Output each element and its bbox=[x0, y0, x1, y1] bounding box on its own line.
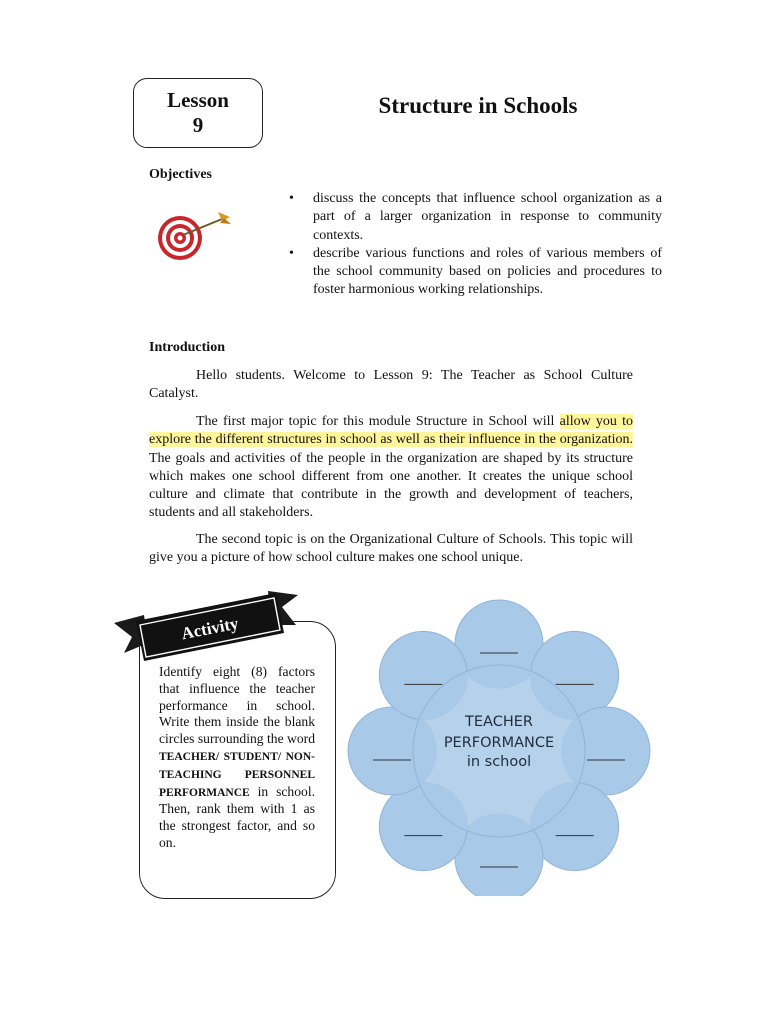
activity-banner-label: Activity bbox=[179, 613, 240, 644]
intro-paragraph-2: The first major topic for this module Structure in School will allow you to explore the different structures in school as well as their influence in the organization. The goals and activities of the people in the organization are shaped by its structure which makes one school different from one another. It creates the unique school culture and climate that contribute in the growth and development of teachers, students and all stakeholders. bbox=[149, 414, 634, 521]
lesson-badge bbox=[133, 78, 263, 148]
objectives-heading: Objectives bbox=[149, 167, 212, 182]
center-label-line1: TEACHER bbox=[465, 714, 533, 730]
lesson-number: 9 bbox=[192, 113, 204, 137]
activity-instructions: Identify eight (8) factors that influence the teacher performance in school. Write them inside the blank circles surrounding the word TEACHER/ STUDENT/ NON-TEACHING PERSONNEL PERFORMANCE in school. Then, rank them with 1 as the strongest factor, and so on. bbox=[159, 664, 315, 850]
page-title: Structure in Schools bbox=[378, 93, 578, 118]
center-label-line3: in school bbox=[466, 754, 532, 770]
center-label-line2: PERFORMANCE bbox=[443, 735, 555, 751]
target-with-dart-icon bbox=[156, 207, 236, 267]
objective-item: • describe various functions and roles of various members of the school community based on policies and procedures to foster harmonious working relationships. bbox=[289, 245, 662, 298]
center-circle bbox=[413, 665, 585, 837]
intro-paragraph-1: Hello students. Welcome to Lesson 9: The Teacher as School Culture Catalyst. bbox=[149, 368, 633, 402]
activity-emphasis: TEACHER/ STUDENT/ NON-TEACHING PERSONNEL PERFORMANCE bbox=[159, 750, 315, 799]
objectives-list bbox=[289, 190, 662, 300]
intro-paragraph-3: The second topic is on the Organizational Culture of Schools. This topic will give you a picture of how school culture makes one school unique. bbox=[149, 532, 633, 566]
teacher-performance-diagram bbox=[330, 584, 666, 896]
objective-item: • discuss the concepts that influence school organization as a part of a larger organization in response to community contexts. bbox=[289, 191, 662, 243]
lesson-label: Lesson bbox=[167, 88, 229, 112]
introduction-heading: Introduction bbox=[149, 340, 225, 355]
highlighted-text: allow you to explore the different structures in school as well as their influence in the organization. bbox=[149, 414, 634, 448]
activity-banner bbox=[110, 585, 302, 667]
